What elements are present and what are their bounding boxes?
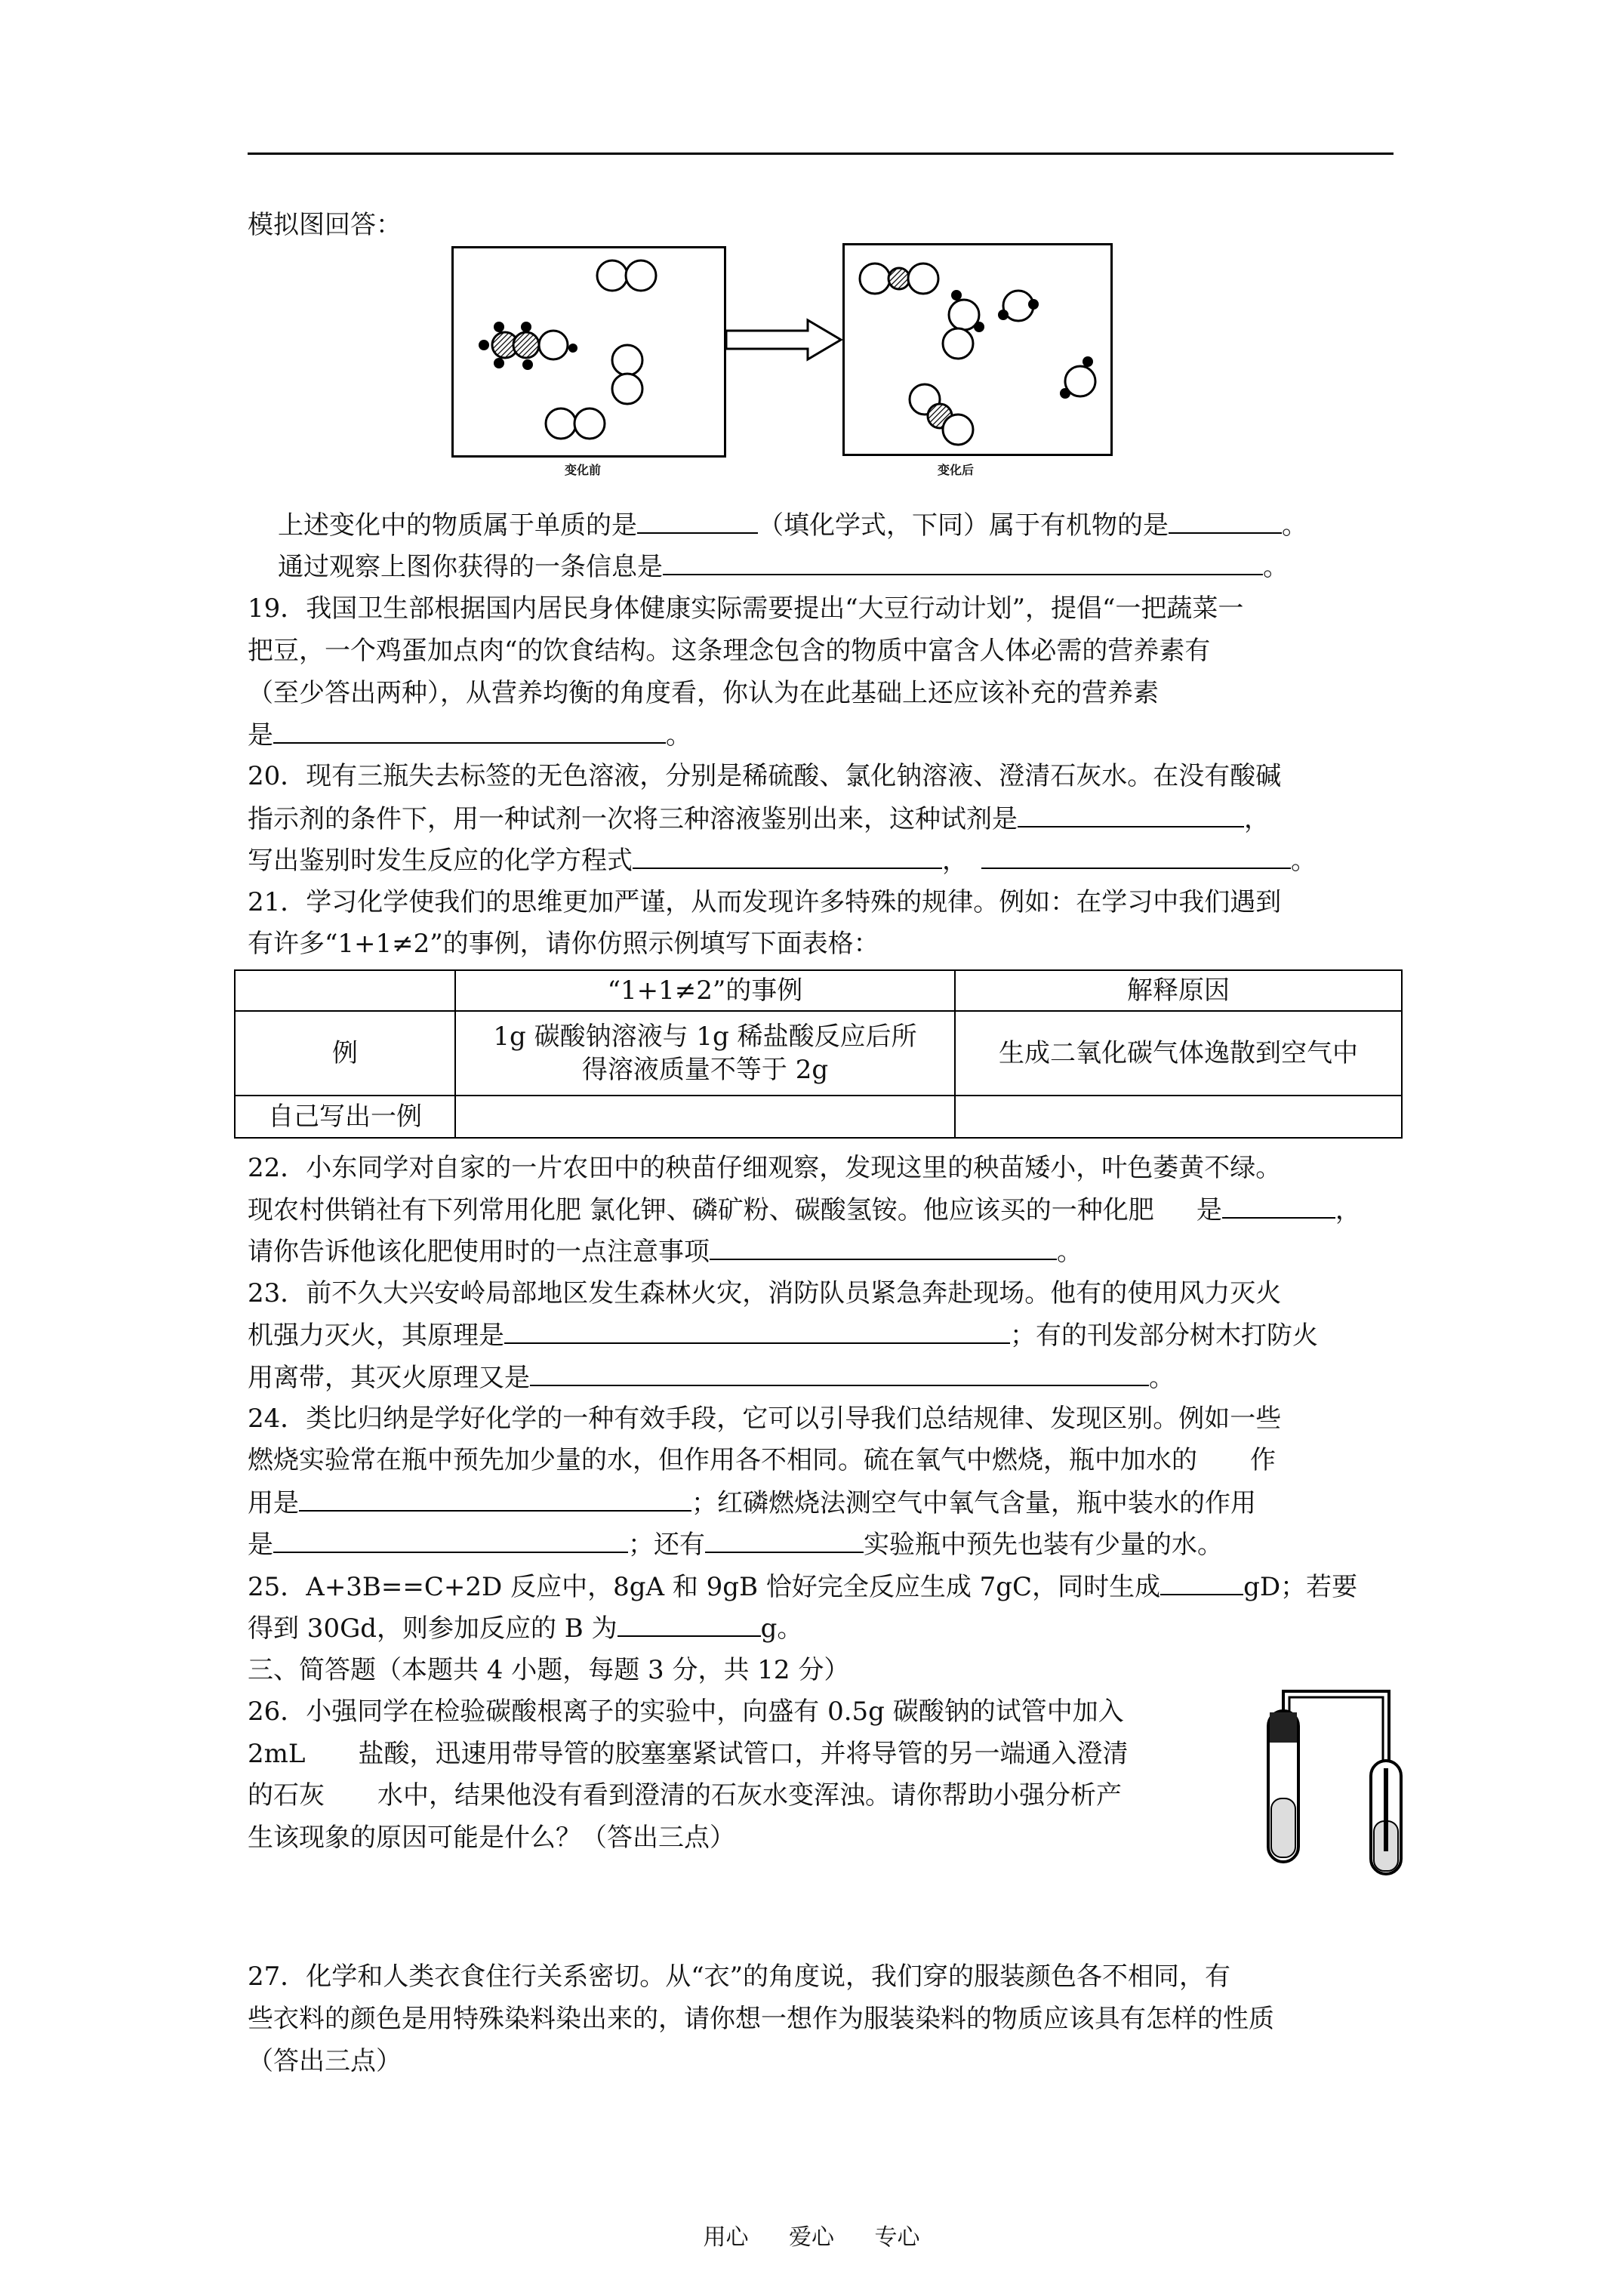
q23-text-d: 。 — [1149, 1363, 1175, 1393]
q26-text-d: 水中，结果他没有看到澄清的石灰水变浑浊。请你帮助小强分析产 — [377, 1780, 1122, 1811]
q25-line2 — [248, 1613, 802, 1644]
q23-text-a: 机强力灭火，其原理是 — [248, 1321, 504, 1351]
q27-line3: （答出三点） — [248, 2046, 402, 2076]
q25-line1 — [248, 1571, 1357, 1602]
figure-before-caption: 变化前 — [565, 463, 602, 477]
q19-line2: 把豆，一个鸡蛋加点肉“的饮食结构。这条理念包含的物质中富含人体必需的营养素有 — [248, 636, 1211, 666]
q19-line3: （至少答出两种），从营养均衡的角度看，你认为在此基础上还应该补充的营养素 — [248, 678, 1159, 708]
q23-blank-principle2[interactable] — [530, 1362, 1149, 1386]
q18-blank-organic[interactable] — [1169, 510, 1282, 534]
q18-text-e: 。 — [1263, 552, 1289, 582]
q19-text-a: 是 — [248, 720, 273, 750]
q23-blank-principle1[interactable] — [504, 1320, 1010, 1344]
q20-blank-equation1[interactable] — [633, 845, 942, 869]
q19-blank-nutrient[interactable] — [273, 720, 666, 744]
header-rule — [248, 153, 1394, 155]
table-cell-case-input[interactable] — [455, 1096, 955, 1138]
test-tube-apparatus-icon — [1261, 1685, 1412, 1881]
q22-blank-fertilizer[interactable] — [1222, 1194, 1335, 1219]
q25-text-a: 25．A+3B==C+2D 反应中，8gA 和 9gB 恰好完全反应生成 7gC，同时生成 — [248, 1572, 1161, 1602]
q23-text-c: 用离带，其灭火原理又是 — [248, 1363, 530, 1393]
q24-text-e: 是 — [248, 1530, 273, 1560]
q25-blank-mass-d[interactable] — [1160, 1571, 1243, 1595]
q26-text-b: 盐酸，迅速用带导管的胶塞塞紧试管口，并将导管的另一端通入澄清 — [358, 1739, 1129, 1769]
q21-line1: 21．学习化学使我们的思维更加严谨，从而发现许多特殊的规律。例如：在学习中我们遇到 — [248, 887, 1282, 917]
q24-line1: 24．类比归纳是学好化学的一种有效手段，它可以引导我们总结规律、发现区别。例如一些 — [248, 1404, 1282, 1434]
q18-line1 — [278, 510, 1307, 541]
q25-text-d: g。 — [760, 1613, 803, 1644]
q27-line2: 些衣料的颜色是用特殊染料染出来的，请你想一想作为服装染料的物质应该具有怎样的性质 — [248, 2004, 1274, 2034]
q26-line4: 生该现象的原因可能是什么？（答出三点） — [248, 1823, 735, 1853]
q25-text-c: 得到 30Gd，则参加反应的 B 为 — [248, 1613, 617, 1644]
example-table — [234, 969, 1403, 1139]
q24-text-g: 实验瓶中预先也装有少量的水。 — [864, 1530, 1223, 1560]
q22-line1: 22．小东同学对自家的一片农田中的秧苗仔细观察，发现这里的秧苗矮小，叶色萎黄不绿。 — [248, 1153, 1282, 1183]
q19-text-b: 。 — [666, 720, 691, 750]
q18-text-a: 上述变化中的物质属于单质的是 — [278, 510, 637, 541]
table-cell-case — [455, 1011, 955, 1096]
q24-text-d: ；红磷燃烧法测空气中氧气含量，瓶中装水的作用 — [691, 1488, 1256, 1518]
table-cell-label: 例 — [235, 1011, 455, 1096]
table-header-cell: “1+1≠2”的事例 — [455, 970, 955, 1011]
q18-line2 — [278, 551, 1289, 582]
q20-text-e: 。 — [1291, 846, 1317, 876]
footer-word: 专心 — [874, 2224, 920, 2251]
figure-after-caption: 变化后 — [938, 463, 975, 477]
q22-text-d: 请你告诉他该化肥使用时的一点注意事项 — [248, 1237, 710, 1267]
q18-text-d: 通过观察上图你获得的一条信息是 — [278, 552, 663, 582]
q21-line2: 有许多“1+1≠2”的事例，请你仿照示例填写下面表格： — [248, 929, 879, 959]
section-3-heading: 三、简答题（本题共 4 小题，每题 3 分，共 12 分） — [248, 1655, 850, 1685]
reaction-arrow-icon — [725, 317, 845, 362]
q20-text-a: 指示剂的条件下，用一种试剂一次将三种溶液鉴别出来，这种试剂是 — [248, 804, 1018, 834]
q24-line2 — [248, 1445, 1276, 1475]
q19-line1: 19．我国卫生部根据国内居民身体健康实际需要提出“大豆行动计划”，提倡“一把蔬菜一 — [248, 593, 1244, 624]
molecule-diagram-before — [454, 248, 724, 455]
q18-text-c: 。 — [1282, 510, 1307, 541]
table-case-line2: 得溶液质量不等于 2g — [581, 1055, 829, 1085]
page-footer — [0, 2218, 1623, 2251]
q24-blank-experiment[interactable] — [705, 1529, 864, 1553]
q22-line2 — [248, 1194, 1361, 1225]
q26-text-a: 2mL — [248, 1739, 306, 1769]
q27-line1: 27．化学和人类衣食住行关系密切。从“衣”的角度说，我们穿的服装颜色各不相同，有 — [248, 1962, 1231, 1992]
q20-text-d: ， — [942, 846, 968, 876]
q24-text-b: 作 — [1250, 1445, 1276, 1475]
table-row — [235, 1096, 1402, 1138]
q20-text-c: 写出鉴别时发生反应的化学方程式 — [248, 846, 633, 876]
q26-text-c: 的石灰 — [248, 1780, 325, 1811]
table-header-row — [235, 970, 1402, 1011]
q26-line2 — [248, 1739, 1128, 1769]
table-cell-reason: 生成二氧化碳气体逸散到空气中 — [955, 1011, 1402, 1096]
q18-blank-element[interactable] — [637, 510, 758, 534]
q25-text-b: gD；若要 — [1243, 1572, 1358, 1602]
q20-line1: 20．现有三瓶失去标签的无色溶液，分别是稀硫酸、氯化钠溶液、澄清石灰水。在没有酸碱 — [248, 761, 1282, 791]
table-cell-reason-input[interactable] — [955, 1096, 1402, 1138]
q22-text-b: 是 — [1196, 1195, 1222, 1225]
intro-text: 模拟图回答： — [248, 210, 402, 240]
q18-blank-info[interactable] — [663, 551, 1263, 575]
q24-line4 — [248, 1529, 1223, 1560]
footer-word: 用心 — [703, 2224, 749, 2251]
q24-text-c: 用是 — [248, 1488, 299, 1518]
molecule-diagram-after — [845, 245, 1110, 454]
footer-word: 爱心 — [789, 2224, 834, 2251]
q18-text-b: （填化学式，下同）属于有机物的是 — [758, 510, 1169, 541]
table-case-line1: 1g 碳酸钠溶液与 1g 稀盐酸反应后所 — [493, 1022, 917, 1052]
q20-blank-equation2[interactable] — [981, 845, 1291, 869]
q22-blank-precaution[interactable] — [710, 1236, 1057, 1260]
q24-blank-phosphorus[interactable] — [273, 1529, 628, 1553]
q20-text-b: ， — [1244, 804, 1270, 834]
q26-line3 — [248, 1780, 1122, 1811]
q20-blank-reagent[interactable] — [1018, 803, 1244, 827]
q20-line3 — [248, 845, 1317, 876]
q24-text-f: ；还有 — [628, 1530, 705, 1560]
table-cell-label: 自己写出一例 — [235, 1096, 455, 1138]
q19-line4 — [248, 720, 691, 750]
q23-line2 — [248, 1320, 1318, 1351]
q23-text-b: ；有的刊发部分树木打防火 — [1010, 1321, 1318, 1351]
q24-line3 — [248, 1487, 1256, 1518]
figure-after-panel — [842, 243, 1113, 456]
table-header-cell: 解释原因 — [955, 970, 1402, 1011]
q22-text-c: ， — [1335, 1195, 1361, 1225]
q26-line1: 26．小强同学在检验碳酸根离子的实验中，向盛有 0.5g 碳酸钠的试管中加入 — [248, 1697, 1124, 1727]
q25-blank-mass-b[interactable] — [617, 1613, 761, 1637]
q22-text-e: 。 — [1057, 1237, 1083, 1267]
q24-text-a: 燃烧实验常在瓶中预先加少量的水，但作用各不相同。硫在氧气中燃烧，瓶中加水的 — [248, 1445, 1197, 1475]
q20-line2 — [248, 803, 1270, 834]
figure-before-panel — [451, 246, 726, 458]
q24-blank-sulfur[interactable] — [299, 1487, 691, 1512]
table-header-cell — [235, 970, 455, 1011]
q22-text-a: 现农村供销社有下列常用化肥 氯化钾、磷矿粉、碳酸氢铵。他应该买的一种化肥 — [248, 1195, 1154, 1225]
q22-line3 — [248, 1236, 1083, 1267]
table-row — [235, 1011, 1402, 1096]
q23-line3 — [248, 1362, 1175, 1393]
q23-line1: 23．前不久大兴安岭局部地区发生森林火灾，消防队员紧急奔赴现场。他有的使用风力灭火 — [248, 1278, 1282, 1308]
